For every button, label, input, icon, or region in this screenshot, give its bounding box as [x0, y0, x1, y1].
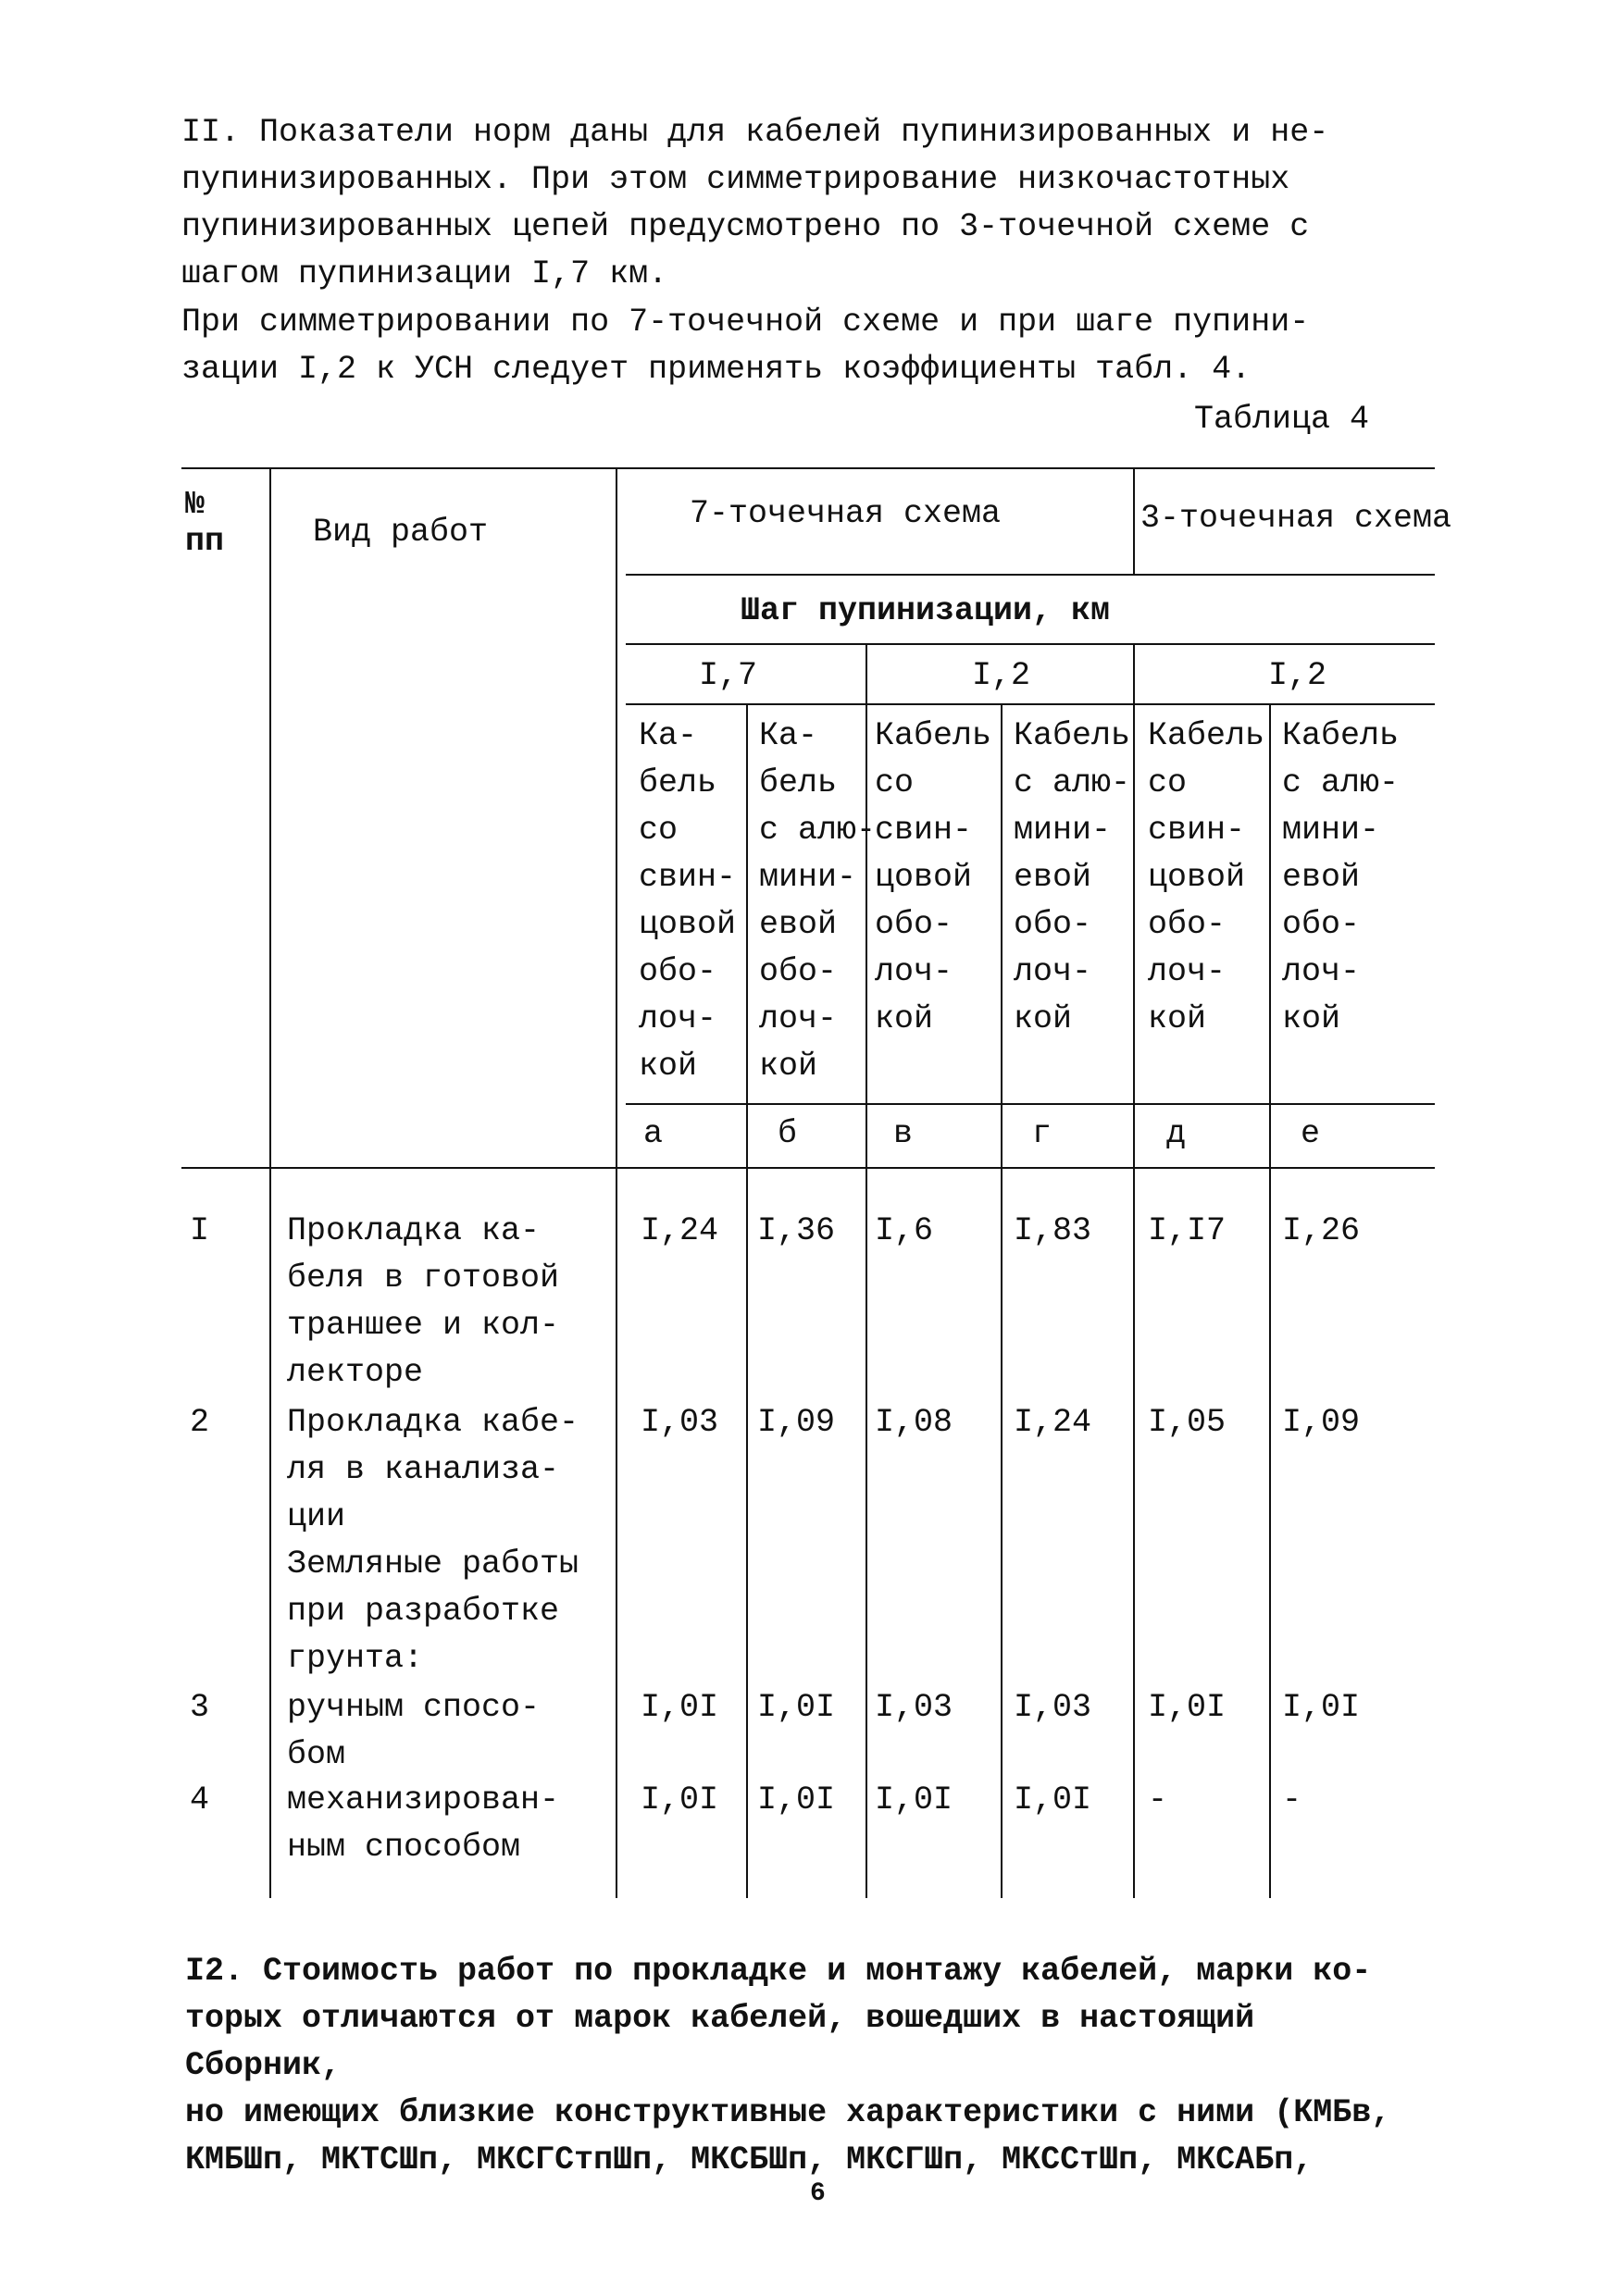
step-value: I,2 [972, 657, 1031, 694]
table-caption: Таблица 4 [1194, 401, 1370, 438]
row-work-type: Прокладка кабе- ля в канализа- ции [287, 1404, 579, 1535]
row-number: 4 [190, 1781, 210, 1818]
column-letter: г [1032, 1115, 1052, 1152]
coefficient-cell: I,0I [641, 1781, 719, 1818]
coefficient-cell: I,6 [875, 1212, 934, 1249]
paragraph-12: I2. Стоимость работ по прокладке и монтажу кабелей, марки ко- торых отличаются от марок кабелей, вошедших в настоящий Сборник, но имеющих близкие конструктивные характеристики с ними (КМБв, КМБШп, МКТСШп, МКСГСтпШп, МКСБШп, МКСГШп, МКССтШп, МКСАБп, [185, 1953, 1391, 2178]
paragraph-11: II. Показатели норм даны для кабелей пупинизированных и не- пупинизированных. При этом симметрирование низкочастотных пупинизированных цепей предусмотрено по 3-точечной схеме с шагом пупинизации I,7 км. [181, 114, 1329, 292]
coefficient-cell: I,83 [1014, 1212, 1092, 1249]
column-letter: в [893, 1115, 914, 1152]
cable-type: Кабель с алю- мини- евой обо- лоч- кой [1282, 717, 1400, 1037]
coefficient-cell: I,09 [1282, 1404, 1361, 1441]
row-number: 3 [190, 1689, 210, 1726]
coefficient-cell: I,36 [757, 1212, 836, 1249]
header-work-type: Вид работ [313, 514, 489, 551]
column-letter: д [1166, 1115, 1187, 1152]
coefficient-cell: I,03 [875, 1689, 953, 1726]
column-letter: е [1301, 1115, 1321, 1152]
coefficient-cell: I,24 [641, 1212, 719, 1249]
page-number: 6 [810, 2179, 826, 2208]
coefficient-cell: I,0I [757, 1781, 836, 1818]
cable-type: Кабель со свин- цовой обо- лоч- кой [875, 717, 992, 1037]
coefficient-cell: I,0I [875, 1781, 953, 1818]
coefficient-cell: I,08 [875, 1404, 953, 1441]
row-work-type: механизирован- ным способом [287, 1781, 560, 1866]
row-number: 2 [190, 1404, 210, 1441]
step-value: I,2 [1268, 657, 1327, 694]
coefficient-cell: I,0I [641, 1689, 719, 1726]
coefficient-cell: - [1282, 1781, 1302, 1818]
coefficient-cell: I,0I [1014, 1781, 1092, 1818]
cable-type: Ка- бель со свин- цовой обо- лоч- кой [639, 717, 737, 1085]
row-work-type: Земляные работы при разработке грунта: [287, 1545, 579, 1677]
coefficient-cell: - [1148, 1781, 1168, 1818]
coefficient-cell: I,I7 [1148, 1212, 1227, 1249]
coefficient-cell: I,09 [757, 1404, 836, 1441]
cable-type: Кабель со свин- цовой обо- лоч- кой [1148, 717, 1265, 1037]
coefficient-cell: I,24 [1014, 1404, 1092, 1441]
coefficient-cell: I,26 [1282, 1212, 1361, 1249]
paragraph-11-continued: При симметрировании по 7-точечной схеме и при шаге пупини- зации I,2 к УСН следует применять коэффициенты табл. 4. [181, 304, 1310, 388]
header-7-point-scheme: 7-точечная схема [690, 495, 1002, 532]
coefficient-cell: I,03 [1014, 1689, 1092, 1726]
cable-type: Ка- бель с алю- мини- евой обо- лоч- кой [759, 717, 877, 1085]
header-3-point-scheme: 3-точечная схема [1140, 500, 1452, 537]
row-work-type: Прокладка ка- беля в готовой траншее и кол- лекторе [287, 1212, 560, 1391]
coefficient-cell: I,0I [757, 1689, 836, 1726]
step-value: I,7 [699, 657, 758, 694]
coefficient-cell: I,05 [1148, 1404, 1227, 1441]
row-number: I [190, 1212, 210, 1249]
coefficient-cell: I,0I [1282, 1689, 1361, 1726]
column-letter: а [643, 1115, 664, 1152]
coefficient-cell: I,03 [641, 1404, 719, 1441]
header-number: № пп [185, 486, 225, 560]
row-work-type: ручным спосо- бом [287, 1689, 541, 1773]
coefficient-cell: I,0I [1148, 1689, 1227, 1726]
column-letter: б [778, 1115, 798, 1152]
header-loading-step: Шаг пупинизации, км [741, 592, 1111, 629]
cable-type: Кабель с алю- мини- евой обо- лоч- кой [1014, 717, 1131, 1037]
